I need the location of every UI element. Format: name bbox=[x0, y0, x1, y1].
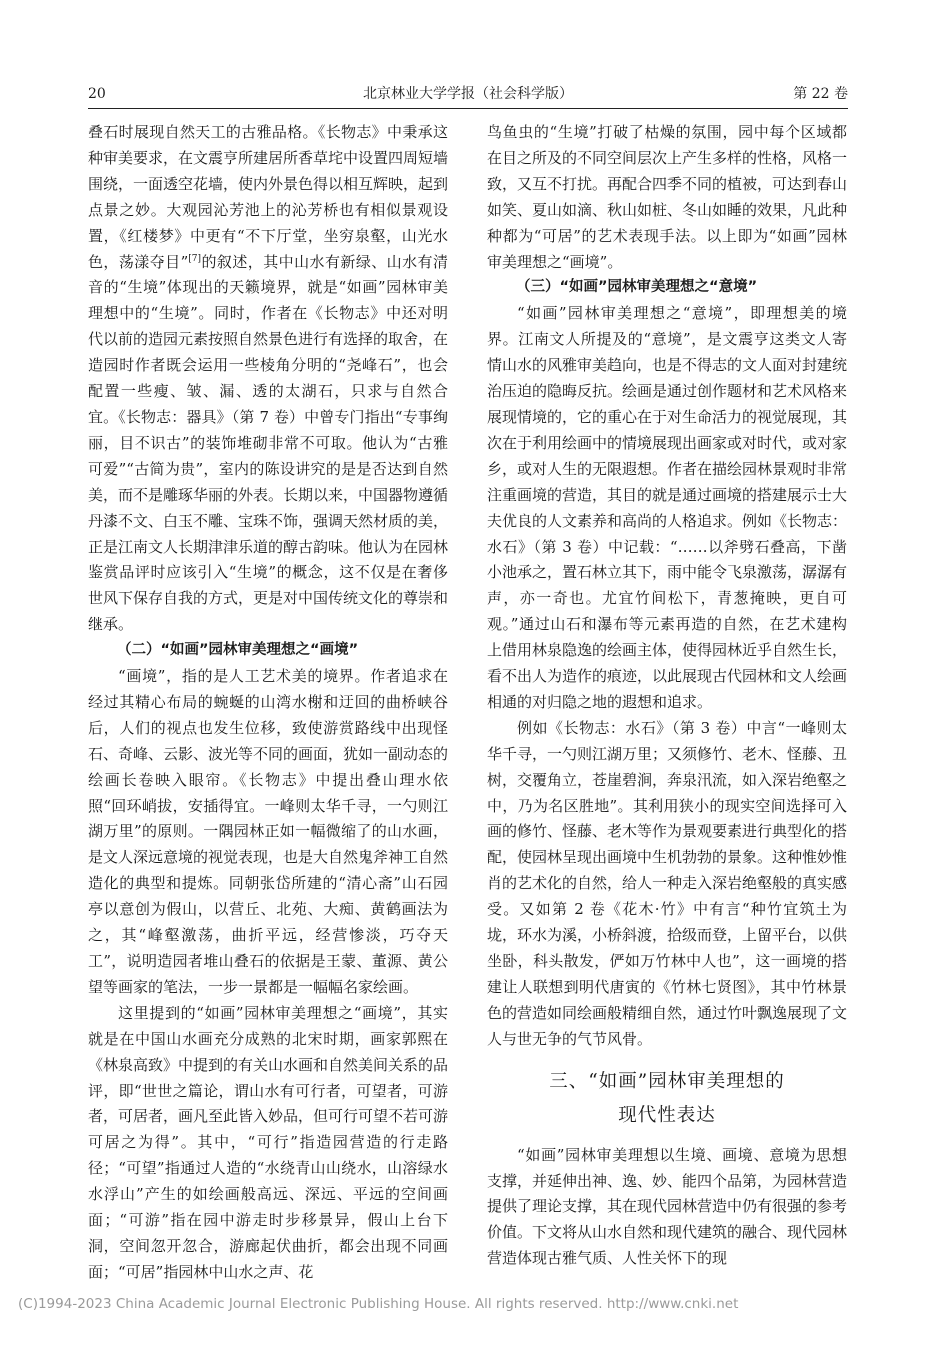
right-column bbox=[487, 120, 847, 1272]
header-rule bbox=[88, 108, 848, 109]
journal-title: 北京林业大学学报（社会科学版） bbox=[363, 86, 573, 102]
copyright-footer: (C)1994-2023 China Academic Journal Electronic Publishing House. All rights reserved. http://www.cnki.net bbox=[18, 1296, 739, 1312]
paragraph-continued: 叠石时展现自然天工的古雅品格。《长物志》中秉承这种审美要求，在文震亨所建居所香草垞中设置四周短墙围绕，一面透空花墙，使内外景色得以相互辉映，起到点景之妙。大观园沁芳池上的沁芳桥也有相似景观设置，《红楼梦》中更有“不下厅堂，坐穷泉壑，山光水色，荡漾夺目”[7]的叙述，其中山水有新绿、山水有清音的“生境”体现出的天籁境界，就是“如画”园林审美理想中的“生境”。同时，作者在《长物志》中还对明代以前的造园元素按照自然景色进行有选择的取舍，在造园时作者既会运用一些棱角分明的“尧峰石”，也会配置一些瘦、皱、漏、透的太湖石，只求与自然合宜。《长物志：器具》（第 7 卷）中曾专门指出“专事绚丽，目不识古”的装饰堆砌非常不可取。他认为“古雅可爱”“古简为贵”，室内的陈设讲究的是是否达到自然美，而不是雕琢华丽的外表。长期以来，中国器物遵循丹漆不文、白玉不雕、宝珠不饰，强调天然材质的美，正是江南文人长期津津乐道的醇古韵味。他认为在园林鉴赏品评时应该引入“生境”的概念，这不仅是在奢侈世风下保存自我的方式，更是对中国传统文化的尊崇和继承。 bbox=[88, 123, 449, 634]
page-number: 20 bbox=[88, 86, 106, 102]
paragraph: 这里提到的“如画”园林审美理想之“画境”，其实就是在中国山水画充分成熟的北宋时期，画家郭熙在《林泉高致》中提到的有关山水画和自然美间关系的品评，即“世世之篇论，谓山水有可行者，可望者，可游者，可居者，画凡至此皆入妙品，但可行可望不若可游可居之为得”。其中，“可行”指造园营造的行走路径；“可望”指通过人造的“水绕青山山绕水，山溶绿水水浮山”产生的如绘画般高远、深远、平远的空间画面；“可游”指在园中游走时步移景异，假山上台下洞，空间忽开忽合，游廊起伏曲折，都会出现不同画面；“可居”指园林中山水之声、花 bbox=[88, 1003, 449, 1281]
subsection-heading-huajing: （二）“如画”园林审美理想之“画境” bbox=[117, 642, 359, 659]
section-heading: 三、“如画”园林审美理想的 现代性表达 bbox=[549, 1070, 785, 1126]
paragraph: 例如《长物志：水石》（第 3 卷）中言“一峰则太华千寻，一勺则江湖万里；又须修竹、老木、怪藤、丑树，交覆角立，苍崖碧涧，奔泉汛流，如入深岩绝壑之中，乃为名区胜地”。其利用狭小的现实空间选择可入画的修竹、怪藤、老木等作为景观要素进行典型化的搭配，使园林呈现出画境中生机勃勃的景象。这种惟妙惟肖的艺术化的自然，给人一种走入深岩绝壑般的真实感受。又如第 2 卷《花木·竹》中有言“种竹宜筑土为垅，环水为溪，小桥斜渡，拾级而登，上留平台，以供坐卧，科头散发，俨如万竹林中人也”，这一画境的搭建让人联想到明代唐寅的《竹林七贤图》，其中竹林景色的营造如同绘画般精细自然，通过竹叶飘逸展现了文人与世无争的气节风骨。 bbox=[487, 718, 848, 1048]
paragraph: “画境”，指的是人工艺术美的境界。作者追求在经过其精心布局的蜿蜒的山湾水榭和迂回的曲桥峡谷后，人们的视点也发生位移，致使游赏路线中出现怪石、奇峰、云影、波光等不同的画面，犹如一副动态的绘画长卷映入眼帘。《长物志》中提出叠山理水依照“回环峭拔，安插得宜。一峰则太华千寻，一勺则江湖万里”的原则。一隅园林正如一幅微缩了的山水画，是文人深远意境的视觉表现，也是大自然鬼斧神工自然造化的典型和提炼。同朝张岱所建的“清心斋”山石园亭以意创为假山，以营丘、北苑、大痴、黄鹤画法为之，其“峰壑激荡，曲折平远，经营惨淡，巧夺天工”，说明造园者堆山叠石的依据是王蒙、董源、黄公望等画家的笔法，一步一景都是一幅幅名家绘画。 bbox=[88, 667, 449, 996]
paragraph: “如画”园林审美理想之“意境”，即理想美的境界。江南文人所提及的“意境”，是文震亨这类文人寄情山水的风雅审美趋向，也是不得志的文人面对封建统治压迫的隐晦反抗。绘画是通过创作题材和艺术风格来展现情境的，它的重心在于对生命活力的视觉展现，其次在于利用绘画中的情境展现出画家或对时代，或对家乡，或对人生的无限遐想。作者在描绘园林景观时非常注重画境的营造，其目的就是通过画境的搭建展示士大夫优良的人文素养和高尚的人格追求。例如《长物志：水石》（第 3 卷）中记载：“……以斧劈石叠高，下凿小池承之，置石林立其下，雨中能令飞泉激荡，潺潺有声，亦一奇也。尤宜竹间松下，青葱掩映，更自可观。”通过山石和瀑布等元素再造的自然，在艺术建构上借用林泉隐逸的绘画主体，使得园林近乎自然生长，看不出人为造作的痕迹，以此展现古代园林和文人绘画相通的对归隐之地的遐想和追求。 bbox=[487, 304, 848, 711]
subsection-heading-yijing: （三）“如画”园林审美理想之“意境” bbox=[516, 279, 758, 296]
citation-ref[interactable]: [7] bbox=[188, 253, 202, 264]
paragraph-continued: 鸟鱼虫的“生境”打破了枯燥的氛围，园中每个区域都在目之所及的不同空间层次上产生多样的性格，风格一致，又互不打扰。再配合四季不同的植被，可达到春山如笑、夏山如滴、秋山如桩、冬山如睡的效果，凡此种种都为“可居”的艺术表现手法。以上即为“如画”园林审美理想之“画境”。 bbox=[487, 123, 848, 271]
volume-label: 第 22 卷 bbox=[793, 86, 848, 102]
left-column bbox=[88, 120, 448, 1286]
paragraph: “如画”园林审美理想以生境、画境、意境为思想支撑，并延伸出神、逸、妙、能四个品第，为园林营造提供了理论支撑，其在现代园林营造中仍有很强的参考价值。下文将从山水自然和现代建筑的融合、现代园林营造体现古雅气质、人性关怀下的现 bbox=[487, 1145, 848, 1268]
running-header bbox=[88, 84, 848, 112]
